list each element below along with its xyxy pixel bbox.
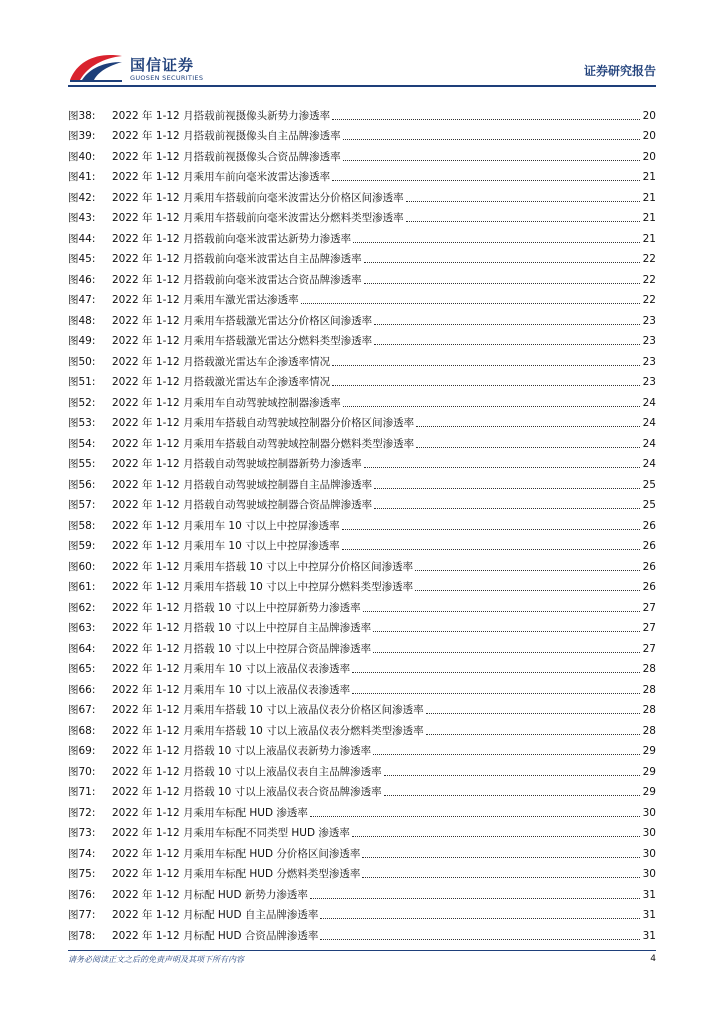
toc-entry[interactable] (68, 594, 656, 615)
figure-title: 2022 年 1-12 月搭载前视摄像头合资品牌渗透率 (112, 150, 341, 163)
figure-title: 2022 年 1-12 月搭载自动驾驶域控制器新势力渗透率 (112, 458, 362, 470)
dot-leader (426, 734, 640, 735)
figure-title: 2022 年 1-12 月乘用车标配不同类型 HUD 渗透率 (112, 827, 350, 839)
figure-label: 图39: (68, 130, 96, 142)
figure-title: 2022 年 1-12 月标配 HUD 新势力渗透率 (112, 888, 308, 901)
dot-leader (415, 590, 640, 591)
dot-leader (352, 672, 640, 673)
toc-entry[interactable] (68, 902, 656, 923)
dot-leader (415, 570, 640, 571)
figure-page: 24 (642, 396, 656, 409)
footer-divider (68, 950, 656, 951)
figure-title: 2022 年 1-12 月乘用车 10 寸以上液晶仪表渗透率 (112, 663, 351, 675)
figure-label: 图38: (68, 109, 96, 122)
toc-entry[interactable] (68, 102, 656, 123)
toc-entry[interactable] (68, 123, 656, 144)
figure-page: 28 (642, 724, 656, 737)
toc-entry[interactable] (68, 225, 656, 246)
toc-entry[interactable] (68, 717, 656, 738)
figure-label: 图73: (68, 827, 96, 839)
figure-page: 27 (642, 622, 656, 634)
figure-label: 图59: (68, 540, 96, 552)
toc-entry[interactable] (68, 799, 656, 820)
figure-label: 图60: (68, 560, 96, 573)
figure-title: 2022 年 1-12 月乘用车搭载 10 寸以上中控屏分价格区间渗透率 (112, 560, 414, 573)
figure-label: 图75: (68, 868, 96, 880)
header-divider (68, 85, 656, 87)
dot-leader (362, 857, 640, 858)
figure-title: 2022 年 1-12 月搭载前视摄像头自主品牌渗透率 (112, 130, 341, 142)
figure-title: 2022 年 1-12 月乘用车标配 HUD 分价格区间渗透率 (112, 847, 361, 860)
figure-label: 图66: (68, 683, 96, 696)
toc-entry[interactable] (68, 738, 656, 759)
figure-title: 2022 年 1-12 月乘用车 10 寸以上中控屏渗透率 (112, 540, 340, 552)
figure-page: 23 (642, 314, 656, 327)
toc-entry[interactable] (68, 553, 656, 574)
figure-label: 图42: (68, 191, 96, 204)
toc-entry[interactable] (68, 348, 656, 369)
figure-page: 28 (642, 663, 656, 675)
toc-entry[interactable] (68, 205, 656, 226)
dot-leader (416, 447, 640, 448)
report-type-label: 证券研究报告 (583, 64, 656, 78)
toc-entry[interactable] (68, 184, 656, 205)
figure-label: 图57: (68, 499, 96, 511)
dot-leader (353, 242, 640, 243)
dot-leader (310, 816, 640, 817)
toc-entry[interactable] (68, 430, 656, 451)
figure-label: 图41: (68, 171, 96, 183)
figure-title: 2022 年 1-12 月乘用车搭载 10 寸以上液晶仪表分燃料类型渗透率 (112, 724, 424, 737)
dot-leader (310, 898, 640, 899)
figure-page: 20 (642, 130, 656, 142)
figure-page: 28 (642, 704, 656, 716)
figure-title: 2022 年 1-12 月搭载自动驾驶域控制器自主品牌渗透率 (112, 478, 373, 491)
figure-page: 20 (642, 150, 656, 163)
figure-page: 25 (642, 478, 656, 491)
dot-leader (373, 631, 640, 632)
dot-leader (332, 180, 640, 181)
figure-title: 2022 年 1-12 月搭载 10 寸以上液晶仪表自主品牌渗透率 (112, 765, 382, 778)
toc-entry[interactable] (68, 287, 656, 308)
figure-title: 2022 年 1-12 月乘用车搭载自动驾驶域控制器分价格区间渗透率 (112, 417, 415, 429)
figure-label: 图61: (68, 581, 96, 593)
figure-label: 图53: (68, 417, 96, 429)
figure-title: 2022 年 1-12 月乘用车搭载激光雷达分燃料类型渗透率 (112, 335, 373, 347)
toc-entry[interactable] (68, 635, 656, 656)
figure-page: 26 (642, 519, 656, 532)
figure-page: 24 (642, 458, 656, 470)
dot-leader (406, 221, 640, 222)
toc-entry[interactable] (68, 266, 656, 287)
figure-title: 2022 年 1-12 月搭载前向毫米波雷达合资品牌渗透率 (112, 273, 362, 286)
figure-label: 图47: (68, 294, 96, 306)
toc-entry[interactable] (68, 410, 656, 431)
figure-page: 26 (642, 581, 656, 593)
figure-page: 26 (642, 540, 656, 552)
figure-title: 2022 年 1-12 月乘用车搭载前向毫米波雷达分价格区间渗透率 (112, 191, 404, 204)
dot-leader (352, 836, 640, 837)
figure-label: 图65: (68, 663, 96, 675)
dot-leader (374, 324, 640, 325)
dot-leader (364, 262, 640, 263)
figure-title: 2022 年 1-12 月乘用车自动驾驶域控制器渗透率 (112, 396, 341, 409)
toc-entry[interactable] (68, 881, 656, 902)
figure-title: 2022 年 1-12 月乘用车搭载前向毫米波雷达分燃料类型渗透率 (112, 212, 404, 224)
toc-entry[interactable] (68, 389, 656, 410)
figure-label: 图77: (68, 909, 96, 921)
dot-leader (332, 119, 640, 120)
figure-page: 27 (642, 601, 656, 614)
figure-title: 2022 年 1-12 月乘用车激光雷达渗透率 (112, 294, 299, 306)
figure-title: 2022 年 1-12 月标配 HUD 合资品牌渗透率 (112, 929, 319, 942)
figure-title: 2022 年 1-12 月搭载激光雷达车企渗透率情况 (112, 355, 331, 368)
toc-entry[interactable] (68, 143, 656, 164)
dot-leader (374, 488, 640, 489)
figure-page: 23 (642, 335, 656, 347)
dot-leader (364, 283, 640, 284)
logo-chinese-name: 国信证券 (130, 56, 195, 74)
figure-title: 2022 年 1-12 月乘用车搭载激光雷达分价格区间渗透率 (112, 314, 373, 327)
toc-entry[interactable] (68, 615, 656, 636)
dot-leader (364, 467, 640, 468)
figure-title: 2022 年 1-12 月搭载前向毫米波雷达自主品牌渗透率 (112, 253, 362, 265)
toc-entry[interactable] (68, 840, 656, 861)
figure-title: 2022 年 1-12 月乘用车 10 寸以上中控屏渗透率 (112, 519, 340, 532)
figure-page: 30 (642, 806, 656, 819)
dot-leader (406, 201, 640, 202)
dot-leader (352, 693, 640, 694)
figure-label: 图55: (68, 458, 96, 470)
dot-leader (301, 303, 640, 304)
figure-title: 2022 年 1-12 月乘用车搭载 10 寸以上液晶仪表分价格区间渗透率 (112, 704, 424, 716)
dot-leader (384, 795, 640, 796)
logo-english-name: GUOSEN SECURITIES (130, 74, 204, 82)
company-logo (68, 50, 208, 86)
toc-entry[interactable] (68, 676, 656, 697)
figure-page: 24 (642, 437, 656, 450)
toc-entry[interactable] (68, 246, 656, 267)
page-number: 4 (650, 954, 656, 964)
figure-list (68, 102, 656, 943)
figure-label: 图51: (68, 376, 96, 388)
figure-label: 图58: (68, 519, 96, 532)
figure-page: 31 (642, 888, 656, 901)
figure-label: 图74: (68, 847, 96, 860)
figure-label: 图43: (68, 212, 96, 224)
figure-label: 图52: (68, 396, 96, 409)
toc-entry[interactable] (68, 574, 656, 595)
figure-title: 2022 年 1-12 月搭载 10 寸以上中控屏新势力渗透率 (112, 601, 361, 614)
toc-entry[interactable] (68, 922, 656, 943)
toc-entry[interactable] (68, 492, 656, 513)
figure-page: 28 (642, 683, 656, 696)
figure-page: 25 (642, 499, 656, 511)
figure-page: 21 (642, 171, 656, 183)
figure-label: 图63: (68, 622, 96, 634)
figure-page: 29 (642, 765, 656, 778)
figure-label: 图71: (68, 786, 96, 798)
figure-page: 31 (642, 909, 656, 921)
figure-page: 30 (642, 827, 656, 839)
figure-page: 23 (642, 376, 656, 388)
figure-page: 21 (642, 212, 656, 224)
toc-entry[interactable] (68, 861, 656, 882)
dot-leader (332, 365, 640, 366)
toc-entry[interactable] (68, 307, 656, 328)
figure-page: 22 (642, 273, 656, 286)
figure-title: 2022 年 1-12 月乘用车搭载自动驾驶域控制器分燃料类型渗透率 (112, 437, 415, 450)
figure-label: 图54: (68, 437, 96, 450)
figure-title: 2022 年 1-12 月搭载前向毫米波雷达新势力渗透率 (112, 232, 352, 245)
dot-leader (342, 529, 640, 530)
toc-entry[interactable] (68, 164, 656, 185)
figure-label: 图70: (68, 765, 96, 778)
figure-title: 2022 年 1-12 月乘用车标配 HUD 分燃料类型渗透率 (112, 868, 361, 880)
figure-page: 26 (642, 560, 656, 573)
figure-page: 22 (642, 294, 656, 306)
toc-entry[interactable] (68, 820, 656, 841)
toc-entry[interactable] (68, 369, 656, 390)
dot-leader (343, 139, 640, 140)
dot-leader (416, 426, 640, 427)
figure-title: 2022 年 1-12 月搭载自动驾驶域控制器合资品牌渗透率 (112, 499, 373, 511)
figure-label: 图44: (68, 232, 96, 245)
figure-label: 图56: (68, 478, 96, 491)
dot-leader (384, 775, 640, 776)
figure-title: 2022 年 1-12 月搭载激光雷达车企渗透率情况 (112, 376, 331, 388)
figure-title: 2022 年 1-12 月标配 HUD 自主品牌渗透率 (112, 909, 319, 921)
guosen-logo-icon (68, 50, 124, 84)
figure-label: 图78: (68, 929, 96, 942)
figure-label: 图40: (68, 150, 96, 163)
figure-title: 2022 年 1-12 月乘用车搭载 10 寸以上中控屏分燃料类型渗透率 (112, 581, 414, 593)
figure-title: 2022 年 1-12 月乘用车 10 寸以上液晶仪表渗透率 (112, 683, 351, 696)
figure-title: 2022 年 1-12 月乘用车前向毫米波雷达渗透率 (112, 171, 331, 183)
toc-entry[interactable] (68, 656, 656, 677)
figure-title: 2022 年 1-12 月搭载 10 寸以上液晶仪表新势力渗透率 (112, 745, 372, 757)
dot-leader (362, 877, 640, 878)
toc-entry[interactable] (68, 512, 656, 533)
toc-entry[interactable] (68, 328, 656, 349)
figure-label: 图50: (68, 355, 96, 368)
figure-title: 2022 年 1-12 月搭载前视摄像头新势力渗透率 (112, 109, 331, 122)
figure-page: 22 (642, 253, 656, 265)
dot-leader (342, 549, 640, 550)
dot-leader (373, 754, 640, 755)
figure-label: 图69: (68, 745, 96, 757)
page-header (68, 50, 656, 86)
dot-leader (332, 385, 640, 386)
figure-page: 23 (642, 355, 656, 368)
figure-label: 图64: (68, 642, 96, 655)
figure-label: 图67: (68, 704, 96, 716)
figure-label: 图48: (68, 314, 96, 327)
toc-entry[interactable] (68, 471, 656, 492)
footer-disclaimer: 请务必阅读正文之后的免责声明及其项下所有内容 (68, 955, 244, 964)
dot-leader (373, 652, 640, 653)
dot-leader (363, 611, 640, 612)
figure-page: 21 (642, 232, 656, 245)
figure-label: 图46: (68, 273, 96, 286)
figure-page: 24 (642, 417, 656, 429)
figure-page: 27 (642, 642, 656, 655)
figure-page: 21 (642, 191, 656, 204)
figure-label: 图45: (68, 253, 96, 265)
dot-leader (343, 160, 640, 161)
toc-entry[interactable] (68, 779, 656, 800)
dot-leader (374, 344, 640, 345)
dot-leader (426, 713, 640, 714)
figure-title: 2022 年 1-12 月搭载 10 寸以上中控屏自主品牌渗透率 (112, 622, 372, 634)
toc-entry[interactable] (68, 697, 656, 718)
dot-leader (374, 508, 640, 509)
toc-entry[interactable] (68, 533, 656, 554)
figure-title: 2022 年 1-12 月搭载 10 寸以上中控屏合资品牌渗透率 (112, 642, 372, 655)
toc-entry[interactable] (68, 451, 656, 472)
toc-entry[interactable] (68, 758, 656, 779)
figure-page: 30 (642, 868, 656, 880)
figure-page: 20 (642, 109, 656, 122)
figure-title: 2022 年 1-12 月乘用车标配 HUD 渗透率 (112, 806, 308, 819)
figure-page: 31 (642, 929, 656, 942)
figure-page: 30 (642, 847, 656, 860)
figure-page: 29 (642, 786, 656, 798)
figure-label: 图62: (68, 601, 96, 614)
figure-label: 图68: (68, 724, 96, 737)
figure-page: 29 (642, 745, 656, 757)
dot-leader (343, 406, 640, 407)
figure-label: 图49: (68, 335, 96, 347)
dot-leader (320, 918, 640, 919)
dot-leader (320, 939, 640, 940)
figure-title: 2022 年 1-12 月搭载 10 寸以上液晶仪表合资品牌渗透率 (112, 786, 382, 798)
figure-label: 图76: (68, 888, 96, 901)
figure-label: 图72: (68, 806, 96, 819)
